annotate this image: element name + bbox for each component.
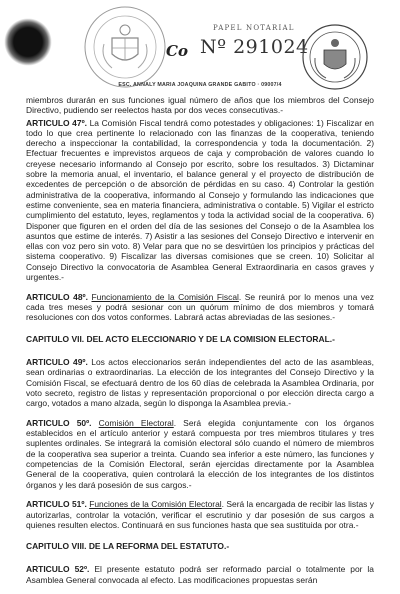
article-51-label: ARTICULO 51º. bbox=[26, 499, 87, 510]
article-50-label: ARTICULO 50º. bbox=[26, 417, 92, 428]
serial-number: Nº 291024 bbox=[200, 36, 309, 58]
article-48-label: ARTICULO 48º. bbox=[26, 291, 88, 302]
article-50 bbox=[26, 418, 374, 490]
article-52-text: El presente estatuto podrá ser reformado parcial o totalmente por la Asamblea General convocada al efecto. Las modificaciones propuestas serán bbox=[26, 564, 375, 585]
ink-blot bbox=[4, 18, 52, 66]
article-50-text: . Será elegida conjuntamente con los órganos establecidos en el artículo anterior y estará compuesta por tres miembros titulares y tres suplentes ordinales. Se integrará la comisión electoral sólo cuando el número de miembros de la cooperativa sea superior a treinta. Cuando sea inferior a este número, las funciones y competencias de la Comisión Electoral, serán ejercidas directamente por la Asamblea General de la cooperativa, quien controlará la elección de los integrantes de los distintos órganos y les dará posesión de sus cargos.- bbox=[26, 417, 374, 490]
article-47-text: La Comisión Fiscal tendrá como potestades y obligaciones: 1) Fiscalizar en todo lo que crea pertinente lo relacionado con las finanzas de la cooperativa, teniendo derecho a inspeccionar la contabilidad, la correspondencia y toda la documentación. 2) Efectuar frecuentes e imprevistos arqueos de caja y comprobación de valores cuando lo creyese necesario informando al Consejo por escrito, sobre los resultados. 3) Dictaminar sobre la memoria anual, el inventario, el balance general y el proyecto de distribución de excedentes de percepción o de absorción de pérdidas en su caso. 4) Controlar la gestión administrativa de la cooperativa, informando al Consejo y formulando las indicaciones que estime conveniente, sea en materia financiera, administrativa o contable. 5) Vigilar el estricto cumplimiento del estatuto, leyes, reglamentos y toda la actividad social de la cooperativa. 6) Disponer que figuren en el orden del día de las sesiones del Consejo o de la Asamblea los asuntos que estime de interés. 7) Asistir a las sesiones del Consejo Directivo e intervenir en ellas con voz pero sin voto. 8) Velar para que no se desvirtúen los principios y prácticas del sistema cooperativo. 9) Fiscalizar las diversas comisiones que se creen. 10) Solicitar al Consejo Directivo la convocatoria de Asamblea General Extraordinaria en casos graves y urgentes.- bbox=[26, 117, 374, 283]
intro-paragraph: miembros durarán en sus funciones igual número de años que los miembros del Consejo Directivo, pudiendo ser reelectos hasta por dos veces consecutivas.- bbox=[26, 95, 374, 116]
chapter-8-heading: CAPITULO VIII. DE LA REFORMA DEL ESTATUTO.- bbox=[26, 541, 230, 552]
article-47-label: ARTICULO 47º. bbox=[26, 117, 87, 128]
article-48-text: . Se reunirá por lo menos una vez cada tres meses y podrá sesionar con un quórum mínimo de dos miembros y tomará resoluciones con dos votos conformes. Labrará actas abreviadas de las sesiones.- bbox=[26, 291, 374, 323]
paper-series-mark: Co bbox=[166, 42, 188, 60]
paper-title: PAPEL NOTARIAL bbox=[213, 24, 295, 32]
article-51-text: . Será la encargada de recibir las listas y autorizarlas, controlar la votación, verificar el escrutinio y dar posesión de sus cargos a quienes resulten electos. Continuará en sus funciones hasta que sea sustituida por otra.- bbox=[26, 499, 374, 530]
article-51-title: Funciones de la Comisión Electoral bbox=[89, 499, 222, 510]
article-51 bbox=[26, 499, 374, 530]
chapter-7-heading: CAPITULO VII. DEL ACTO ELECCIONARIO Y DE LA COMISION ELECTORAL.- bbox=[26, 333, 335, 344]
article-47 bbox=[26, 118, 374, 283]
article-49-text: Los actos eleccionarios serán independientes del acto de las asambleas, sean ordinarias o extraordinarias. La elección de los integrantes del Consejo Directivo y la Comisión Fiscal, se efectuará dentro de los 60 días de celebrada la Asamblea Ordinaria, por voto secreto, registro de listas y representación proporcional o por elección directa cargo a cargo, votados a mano alzada, según lo disponga la Asamblea previa.- bbox=[26, 356, 374, 409]
notarial-header bbox=[0, 0, 400, 100]
document-body bbox=[26, 95, 374, 594]
coat-of-arms-seal bbox=[82, 4, 168, 90]
article-52 bbox=[26, 564, 374, 585]
article-48 bbox=[26, 292, 374, 323]
article-48-title: Funcionamiento de la Comisión Fiscal bbox=[91, 291, 239, 302]
article-50-title: Comisión Electoral bbox=[98, 417, 174, 428]
article-52-label: ARTICULO 52º. bbox=[26, 564, 90, 575]
article-49 bbox=[26, 357, 374, 408]
article-49-label: ARTICULO 49º. bbox=[26, 356, 88, 367]
notary-name-line: ESC. ANNALY MARIA JOAQUINA GRANDE GABITO · 09007/4 bbox=[118, 82, 282, 88]
